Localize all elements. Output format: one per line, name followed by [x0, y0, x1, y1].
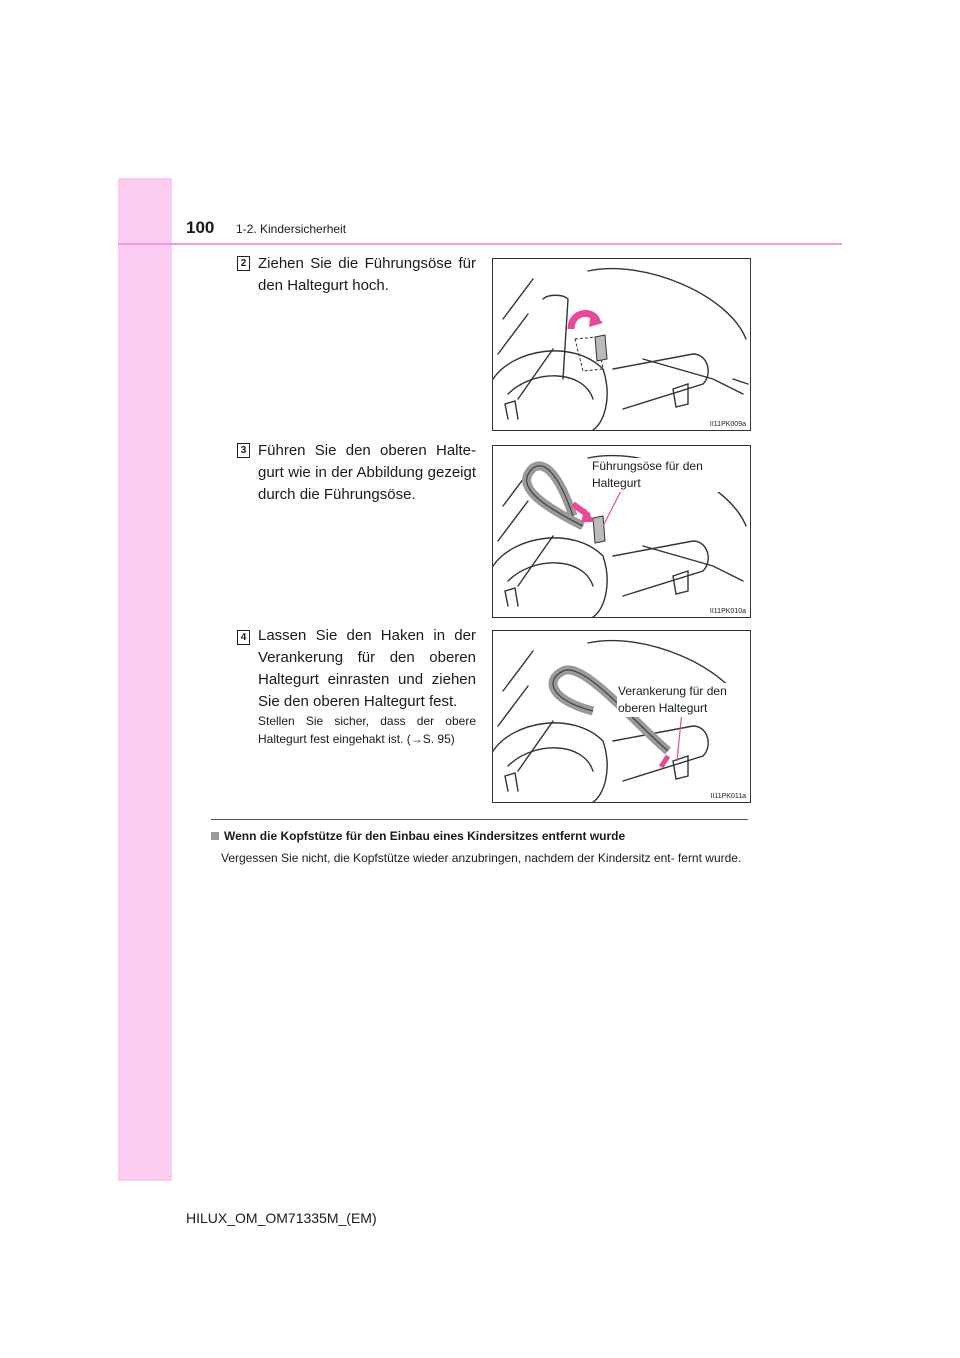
chapter-side-band	[118, 178, 172, 1181]
step-4-note: Stellen Sie sicher, dass der obere Haltegurt fest eingehakt ist. (→S. 95)	[258, 714, 476, 746]
step-2-badge: 2	[237, 256, 250, 271]
square-bullet-icon	[211, 832, 219, 840]
figure-step-2	[492, 258, 751, 431]
section-title: 1-2. Kindersicherheit	[236, 222, 347, 236]
illustration-lift-guide	[493, 259, 750, 430]
step-3-badge: 3	[237, 443, 250, 458]
note-heading-text: Wenn die Kopfstütze für den Einbau eines Kindersitzes entfernt wurde	[224, 829, 626, 843]
note-divider	[211, 819, 748, 820]
step-3-text: Führen Sie den oberen Halte- gurt wie in der Abbildung gezeigt durch die Führungsöse.	[258, 442, 476, 503]
figure-step-3	[492, 445, 751, 618]
figure-code: II11PK010a	[709, 608, 746, 615]
footer-doc-id: HILUX_OM_OM71335M_(EM)	[186, 1210, 377, 1226]
callout-guide-loop: Führungsöse für den Haltegurt	[591, 458, 750, 492]
page-number: 100	[186, 218, 215, 237]
figure-code: II11PK011a	[710, 793, 746, 800]
callout-anchor: Verankerung für den oberen Haltegurt	[617, 683, 750, 717]
note-body: Vergessen Sie nicht, die Kopfstütze wieder anzubringen, nachdem der Kindersitz ent- fernt wurde.	[221, 851, 742, 865]
figure-code: II11PK009a	[709, 421, 746, 428]
step-4-badge: 4	[237, 630, 250, 645]
step-2-text: Ziehen Sie die Führungsöse für den Haltegurt hoch.	[258, 255, 476, 294]
step-4-text: Lassen Sie den Haken in der Verankerung für den oberen Haltegurt einrasten und ziehen Sie den oberen Haltegurt fest.	[258, 627, 476, 710]
note-heading	[211, 829, 625, 843]
header-rule	[118, 243, 842, 245]
figure-step-4	[492, 630, 751, 803]
